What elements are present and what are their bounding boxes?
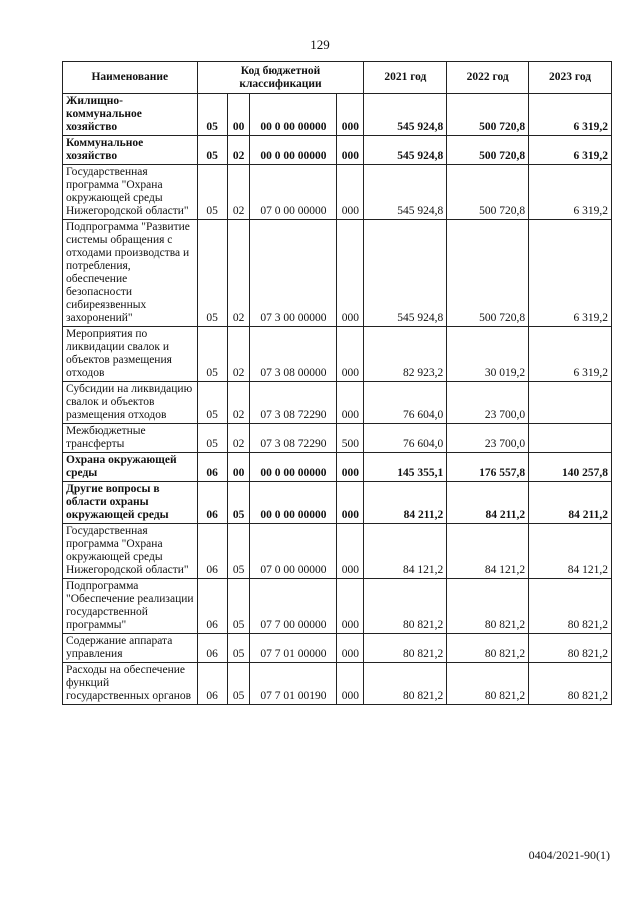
cell-expense-type: 000 <box>337 327 364 382</box>
cell-2023: 80 821,2 <box>529 663 612 705</box>
table-header-row <box>63 62 612 94</box>
cell-expense-type: 000 <box>337 382 364 424</box>
cell-2022: 84 121,2 <box>447 524 529 579</box>
cell-section: 05 <box>197 136 227 165</box>
cell-name: Государственная программа "Охрана окружающей среды Нижегородской области" <box>63 165 198 220</box>
cell-2021: 545 924,8 <box>364 165 447 220</box>
table-row <box>63 136 612 165</box>
cell-2023 <box>529 382 612 424</box>
cell-section: 05 <box>197 220 227 327</box>
cell-2022: 30 019,2 <box>447 327 529 382</box>
table-row <box>63 94 612 136</box>
cell-target-article: 00 0 00 00000 <box>250 94 337 136</box>
cell-2023: 6 319,2 <box>529 94 612 136</box>
cell-section: 05 <box>197 382 227 424</box>
cell-2021: 84 121,2 <box>364 524 447 579</box>
cell-target-article: 00 0 00 00000 <box>250 136 337 165</box>
table-row <box>63 663 612 705</box>
table-row <box>63 165 612 220</box>
cell-2021: 82 923,2 <box>364 327 447 382</box>
cell-2022: 80 821,2 <box>447 634 529 663</box>
cell-subsection: 05 <box>227 579 250 634</box>
cell-section: 06 <box>197 482 227 524</box>
cell-name: Коммунальное хозяйство <box>63 136 198 165</box>
cell-section: 06 <box>197 524 227 579</box>
cell-expense-type: 000 <box>337 579 364 634</box>
cell-section: 05 <box>197 327 227 382</box>
cell-2021: 80 821,2 <box>364 579 447 634</box>
cell-name: Подпрограмма "Развитие системы обращения с отходами производства и потребления, обеспечение безопасности сибиреязвенных захоронений" <box>63 220 198 327</box>
table-row <box>63 524 612 579</box>
cell-expense-type: 000 <box>337 453 364 482</box>
cell-name: Охрана окружающей среды <box>63 453 198 482</box>
cell-name: Содержание аппарата управления <box>63 634 198 663</box>
table-row <box>63 327 612 382</box>
table-row <box>63 634 612 663</box>
table-row <box>63 579 612 634</box>
cell-2022: 23 700,0 <box>447 424 529 453</box>
cell-subsection: 02 <box>227 424 250 453</box>
cell-2023 <box>529 424 612 453</box>
cell-target-article: 07 7 01 00000 <box>250 634 337 663</box>
cell-subsection: 05 <box>227 663 250 705</box>
header-2021: 2021 год <box>364 62 447 94</box>
cell-2023: 80 821,2 <box>529 634 612 663</box>
cell-name: Другие вопросы в области охраны окружающей среды <box>63 482 198 524</box>
cell-name: Расходы на обеспечение функций государственных органов <box>63 663 198 705</box>
cell-section: 06 <box>197 663 227 705</box>
table-row <box>63 220 612 327</box>
cell-2022: 80 821,2 <box>447 579 529 634</box>
cell-expense-type: 000 <box>337 634 364 663</box>
header-2023: 2023 год <box>529 62 612 94</box>
cell-section: 06 <box>197 579 227 634</box>
cell-2022: 500 720,8 <box>447 136 529 165</box>
cell-2022: 500 720,8 <box>447 165 529 220</box>
cell-target-article: 07 3 08 72290 <box>250 424 337 453</box>
page-number: 129 <box>310 37 330 52</box>
cell-2023: 6 319,2 <box>529 220 612 327</box>
cell-2021: 76 604,0 <box>364 424 447 453</box>
table-row <box>63 453 612 482</box>
cell-expense-type: 000 <box>337 524 364 579</box>
header-code: Код бюджетной классификации <box>197 62 364 94</box>
cell-2023: 84 121,2 <box>529 524 612 579</box>
cell-section: 05 <box>197 165 227 220</box>
cell-2023: 6 319,2 <box>529 165 612 220</box>
cell-subsection: 02 <box>227 136 250 165</box>
header-2022: 2022 год <box>447 62 529 94</box>
cell-name: Государственная программа "Охрана окружающей среды Нижегородской области" <box>63 524 198 579</box>
cell-2021: 84 211,2 <box>364 482 447 524</box>
cell-subsection: 05 <box>227 482 250 524</box>
cell-target-article: 07 3 08 72290 <box>250 382 337 424</box>
budget-table <box>62 61 612 705</box>
cell-section: 05 <box>197 424 227 453</box>
cell-section: 06 <box>197 634 227 663</box>
cell-2022: 500 720,8 <box>447 220 529 327</box>
cell-expense-type: 000 <box>337 663 364 705</box>
cell-2022: 176 557,8 <box>447 453 529 482</box>
cell-name: Мероприятия по ликвидации свалок и объектов размещения отходов <box>63 327 198 382</box>
cell-target-article: 00 0 00 00000 <box>250 453 337 482</box>
cell-expense-type: 000 <box>337 136 364 165</box>
cell-expense-type: 000 <box>337 482 364 524</box>
cell-subsection: 05 <box>227 634 250 663</box>
cell-2021: 545 924,8 <box>364 136 447 165</box>
cell-target-article: 07 0 00 00000 <box>250 524 337 579</box>
cell-2022: 500 720,8 <box>447 94 529 136</box>
cell-name: Подпрограмма "Обеспечение реализации государственной программы" <box>63 579 198 634</box>
cell-2023: 80 821,2 <box>529 579 612 634</box>
cell-subsection: 00 <box>227 94 250 136</box>
cell-target-article: 07 7 01 00190 <box>250 663 337 705</box>
cell-2021: 545 924,8 <box>364 220 447 327</box>
cell-expense-type: 000 <box>337 165 364 220</box>
cell-name: Жилищно-коммунальное хозяйство <box>63 94 198 136</box>
cell-name: Субсидии на ликвидацию свалок и объектов размещения отходов <box>63 382 198 424</box>
cell-target-article: 07 7 00 00000 <box>250 579 337 634</box>
cell-name: Межбюджетные трансферты <box>63 424 198 453</box>
cell-2022: 80 821,2 <box>447 663 529 705</box>
cell-2021: 545 924,8 <box>364 94 447 136</box>
cell-2021: 76 604,0 <box>364 382 447 424</box>
cell-target-article: 00 0 00 00000 <box>250 482 337 524</box>
cell-2021: 80 821,2 <box>364 634 447 663</box>
cell-subsection: 02 <box>227 165 250 220</box>
cell-2023: 6 319,2 <box>529 136 612 165</box>
header-name: Наименование <box>63 62 198 94</box>
cell-section: 06 <box>197 453 227 482</box>
cell-expense-type: 500 <box>337 424 364 453</box>
cell-2022: 23 700,0 <box>447 382 529 424</box>
table-row <box>63 482 612 524</box>
document-code: 0404/2021-90(1) <box>528 848 610 862</box>
cell-subsection: 02 <box>227 327 250 382</box>
table-row <box>63 382 612 424</box>
cell-subsection: 05 <box>227 524 250 579</box>
table-row <box>63 424 612 453</box>
cell-target-article: 07 3 08 00000 <box>250 327 337 382</box>
cell-target-article: 07 0 00 00000 <box>250 165 337 220</box>
cell-expense-type: 000 <box>337 220 364 327</box>
cell-subsection: 00 <box>227 453 250 482</box>
cell-2022: 84 211,2 <box>447 482 529 524</box>
cell-subsection: 02 <box>227 220 250 327</box>
cell-section: 05 <box>197 94 227 136</box>
cell-2023: 140 257,8 <box>529 453 612 482</box>
cell-subsection: 02 <box>227 382 250 424</box>
cell-2023: 6 319,2 <box>529 327 612 382</box>
cell-target-article: 07 3 00 00000 <box>250 220 337 327</box>
cell-2023: 84 211,2 <box>529 482 612 524</box>
cell-expense-type: 000 <box>337 94 364 136</box>
cell-2021: 80 821,2 <box>364 663 447 705</box>
cell-2021: 145 355,1 <box>364 453 447 482</box>
